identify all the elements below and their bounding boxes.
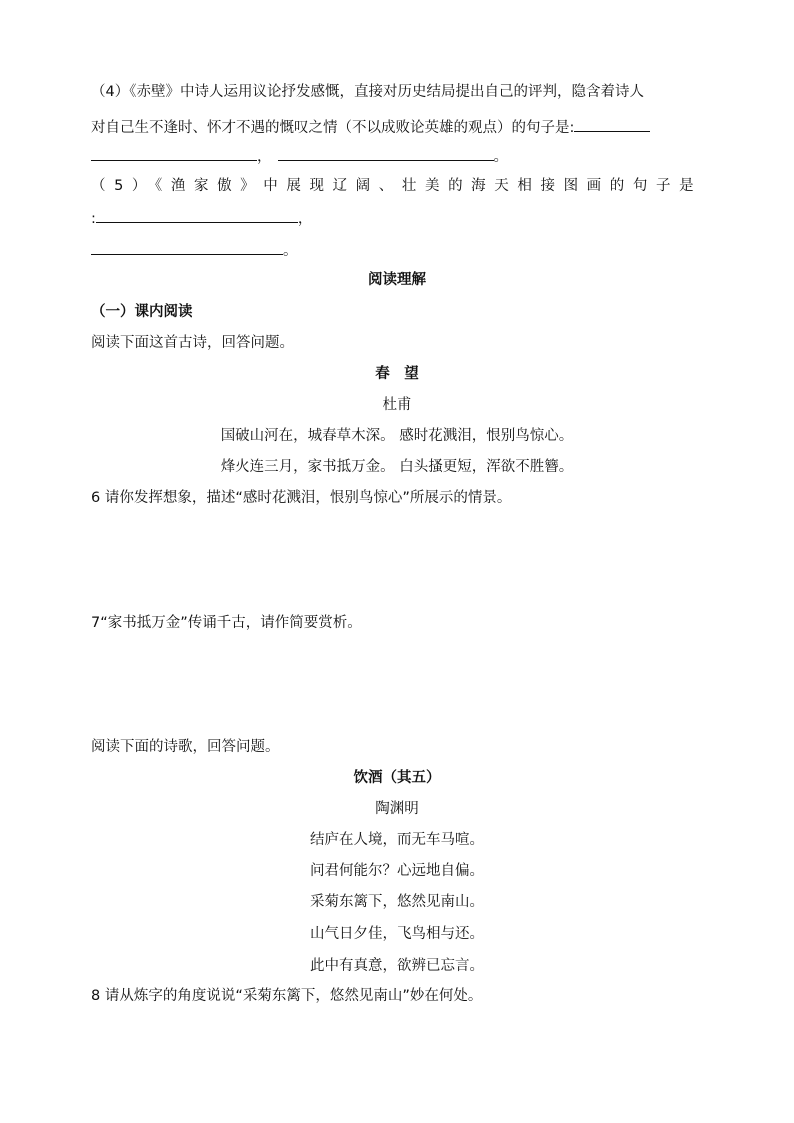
q5-period: 。 xyxy=(283,243,298,259)
q4-line2-text: 对自己生不逢时、怀才不遇的慨叹之情（不以成败论英雄的观点）的句子是: xyxy=(91,120,575,136)
answer-blank xyxy=(96,208,298,223)
q5-colon: : xyxy=(91,211,96,227)
poem1-title: 春 望 xyxy=(375,366,419,382)
poem2-line: 结庐在人境，而无车马喧。 xyxy=(310,832,484,848)
poem2-line: 问君何能尔？心远地自偏。 xyxy=(310,863,484,879)
answer-blank xyxy=(278,146,494,161)
q5-line2 xyxy=(91,208,703,229)
answer-blank xyxy=(574,117,650,132)
poem1-author: 杜甫 xyxy=(382,397,412,413)
poem2-author: 陶渊明 xyxy=(375,801,419,817)
poem1-line: 烽火连三月，家书抵万金。 白头搔更短，浑欲不胜簪。 xyxy=(220,459,574,475)
q4-period: 。 xyxy=(493,149,508,165)
question-7: 7“家书抵万金”传诵千古，请作简要赏析。 xyxy=(91,615,362,631)
question-8: 8 请从炼字的角度说说“采菊东篱下，悠然见南山”妙在何处。 xyxy=(91,988,483,1004)
poem2-intro: 阅读下面的诗歌，回答问题。 xyxy=(91,739,280,755)
q4-line3 xyxy=(91,146,703,167)
poem2-line: 山气日夕佳，飞鸟相与还。 xyxy=(310,926,484,942)
q4-line2 xyxy=(91,117,703,138)
q4-line1: （4）《赤壁》中诗人运用议论抒发感慨，直接对历史结局提出自己的评判，隐含着诗人 xyxy=(91,84,644,100)
q5-line1: （5）《渔家傲》中展现辽阔、壮美的海天相接图画的句子是 xyxy=(91,178,703,194)
section-subtitle: （一）课内阅读 xyxy=(91,304,193,320)
q5-comma: ， xyxy=(297,211,313,227)
poem2-line: 此中有真意，欲辨已忘言。 xyxy=(310,958,484,974)
question-6: 6 请你发挥想象，描述“感时花溅泪，恨别鸟惊心”所展示的情景。 xyxy=(91,490,512,506)
poem1-intro: 阅读下面这首古诗，回答问题。 xyxy=(91,335,294,351)
answer-blank xyxy=(91,240,283,255)
answer-blank xyxy=(91,146,257,161)
q4-comma: ， xyxy=(257,149,272,165)
q5-line3 xyxy=(91,240,703,261)
poem2-title: 饮酒（其五） xyxy=(353,770,441,786)
poem2-line: 采菊东篱下，悠然见南山。 xyxy=(310,894,484,910)
section-title: 阅读理解 xyxy=(368,272,426,288)
poem1-line: 国破山河在，城春草木深。 感时花溅泪，恨别鸟惊心。 xyxy=(220,428,574,444)
